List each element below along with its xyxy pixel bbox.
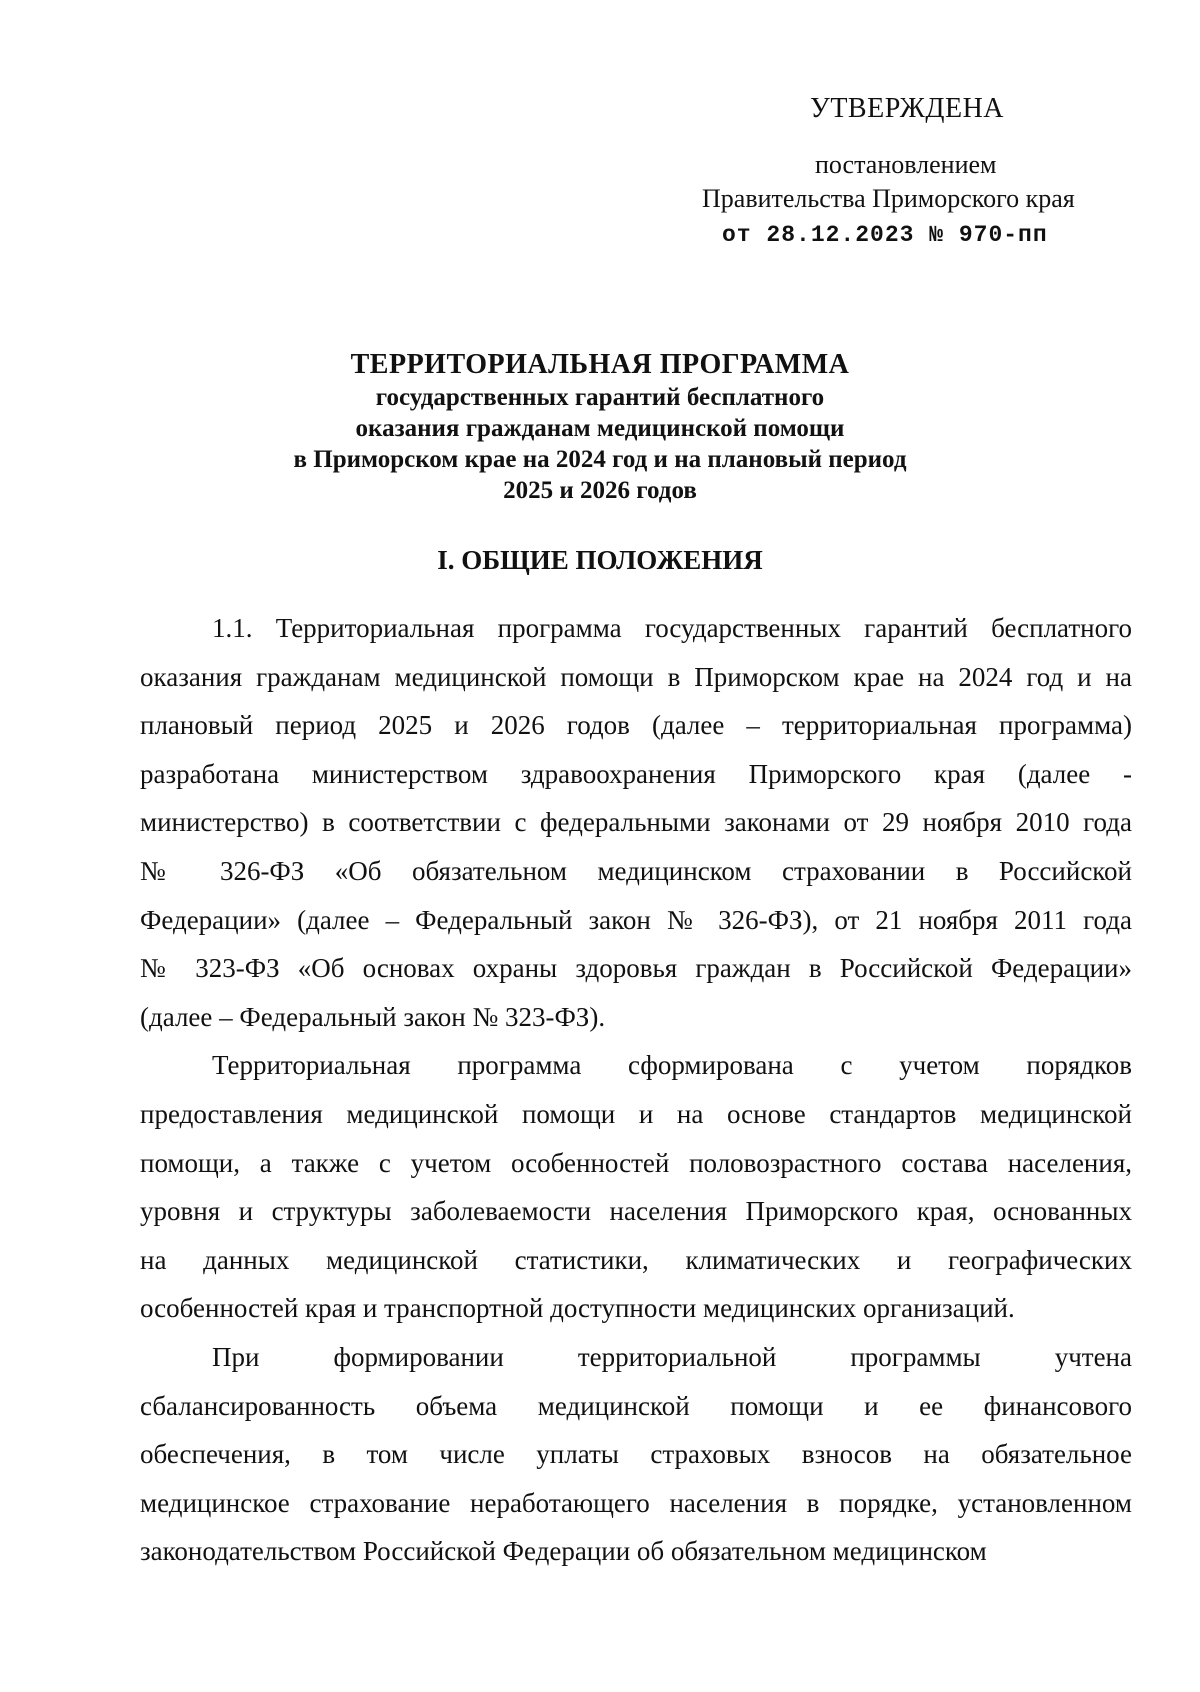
text-line: особенностей края и транспортной доступности медицинских организаций. [140, 1293, 1015, 1324]
paragraph-2 [140, 1041, 1132, 1333]
text-line: обеспечения, в том числе уплаты страховых взносов на обязательное [140, 1439, 1132, 1470]
text-line: разработана министерством здравоохранения Приморского края (далее - [140, 758, 1132, 789]
title-line: 2025 и 2026 годов [503, 477, 697, 504]
section-heading: I. ОБЩИЕ ПОЛОЖЕНИЯ [437, 545, 763, 575]
government-label: Правительства Приморского края [702, 184, 1075, 213]
text-line: медицинское страхование неработающего населения в порядке, установленном [140, 1487, 1132, 1518]
text-line: плановый период 2025 и 2026 годов (далее – территориальная программа) [140, 710, 1132, 741]
title-line: оказания гражданам медицинской помощи [355, 415, 845, 442]
title-main: ТЕРРИТОРИАЛЬНАЯ ПРОГРАММА [350, 349, 850, 380]
paragraph-1 [140, 604, 1132, 1041]
text-line: № 323-ФЗ «Об основах охраны здоровья граждан в Российской Федерации» [140, 953, 1132, 984]
document-body [140, 604, 1132, 1576]
text-line: предоставления медицинской помощи и на основе стандартов медицинской [140, 1098, 1132, 1129]
approved-by-label: постановлением [815, 150, 997, 179]
paragraph-3 [140, 1333, 1132, 1576]
text-line: оказания гражданам медицинской помощи в Приморском крае на 2024 год и на [140, 661, 1132, 692]
title-line: в Приморском крае на 2024 год и на плановый период [293, 446, 907, 473]
text-line: помощи, а также с учетом особенностей половозрастного состава населения, [140, 1147, 1132, 1178]
text-line: уровня и структуры заболеваемости населения Приморского края, основанных [140, 1196, 1132, 1227]
text-line: (далее – Федеральный закон № 323-ФЗ). [140, 1001, 606, 1032]
text-line: министерство) в соответствии с федеральными законами от 29 ноября 2010 года [140, 807, 1132, 838]
text-line: на данных медицинской статистики, климатических и географических [140, 1244, 1132, 1275]
resolution-date-number: от 28.12.2023 № 970-пп [722, 222, 1048, 248]
text-line: сбалансированность объема медицинской помощи и ее финансового [140, 1390, 1132, 1421]
text-line: законодательством Российской Федерации об обязательном медицинском [140, 1536, 987, 1567]
text-line: 1.1. Территориальная программа государственных гарантий бесплатного [212, 613, 1132, 643]
approved-label: УТВЕРЖДЕНА [810, 93, 1005, 124]
text-line: Федерации» (далее – Федеральный закон № 326-ФЗ), от 21 ноября 2011 года [140, 904, 1132, 935]
text-line: Территориальная программа сформирована с учетом порядков [212, 1050, 1132, 1081]
document-title [140, 348, 1060, 506]
text-line: № 326-ФЗ «Об обязательном медицинском страховании в Российской [140, 855, 1132, 886]
text-line: При формировании территориальной программы учтена [212, 1341, 1132, 1372]
title-line: государственных гарантий бесплатного [375, 384, 825, 411]
